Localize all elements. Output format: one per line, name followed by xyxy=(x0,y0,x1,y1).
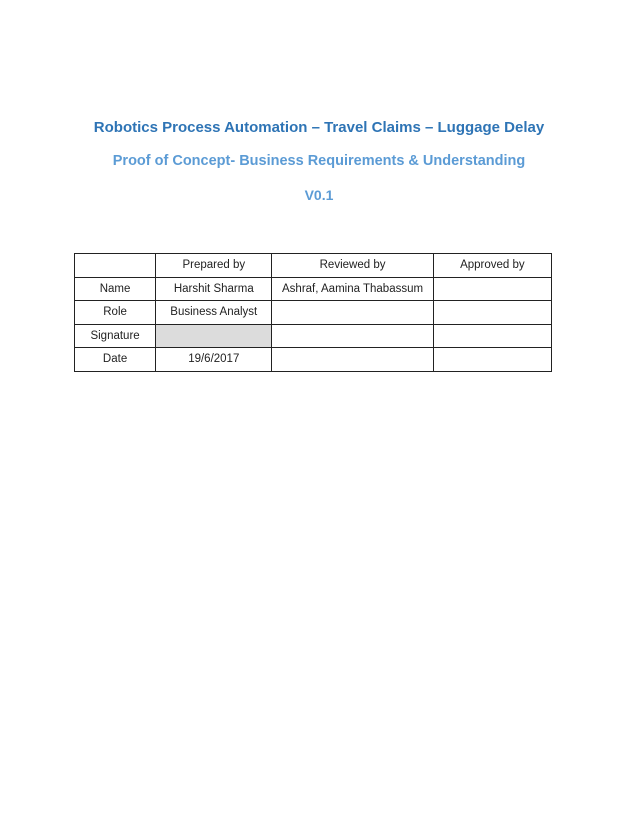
row-label-name: Name xyxy=(75,277,156,301)
table-header-row xyxy=(75,254,552,278)
header-cell-reviewed-by: Reviewed by xyxy=(272,254,433,278)
row-label-role: Role xyxy=(75,301,156,325)
cell-reviewed-name: Ashraf, Aamina Thabassum xyxy=(272,277,433,301)
table-row xyxy=(75,277,552,301)
document-subtitle: Proof of Concept- Business Requirements & Understanding xyxy=(112,153,526,169)
document-version: V0.1 xyxy=(304,187,334,203)
approval-table xyxy=(74,253,552,372)
header-cell-blank xyxy=(75,254,156,278)
cell-prepared-date: 19/6/2017 xyxy=(156,348,272,372)
cell-reviewed-signature xyxy=(272,324,433,348)
cell-approved-role xyxy=(433,301,551,325)
cell-reviewed-role xyxy=(272,301,433,325)
cell-approved-name xyxy=(433,277,551,301)
table-row xyxy=(75,301,552,325)
row-label-signature: Signature xyxy=(75,324,156,348)
table-row xyxy=(75,324,552,348)
cell-reviewed-date xyxy=(272,348,433,372)
document-title: Robotics Process Automation – Travel Claims – Luggage Delay xyxy=(93,119,545,136)
cell-prepared-name: Harshit Sharma xyxy=(156,277,272,301)
table-row xyxy=(75,348,552,372)
cell-prepared-role: Business Analyst xyxy=(156,301,272,325)
row-label-date: Date xyxy=(75,348,156,372)
cell-approved-signature xyxy=(433,324,551,348)
header-cell-approved-by: Approved by xyxy=(433,254,551,278)
header-cell-prepared-by: Prepared by xyxy=(156,254,272,278)
cell-approved-date xyxy=(433,348,551,372)
cell-prepared-signature xyxy=(156,324,272,348)
